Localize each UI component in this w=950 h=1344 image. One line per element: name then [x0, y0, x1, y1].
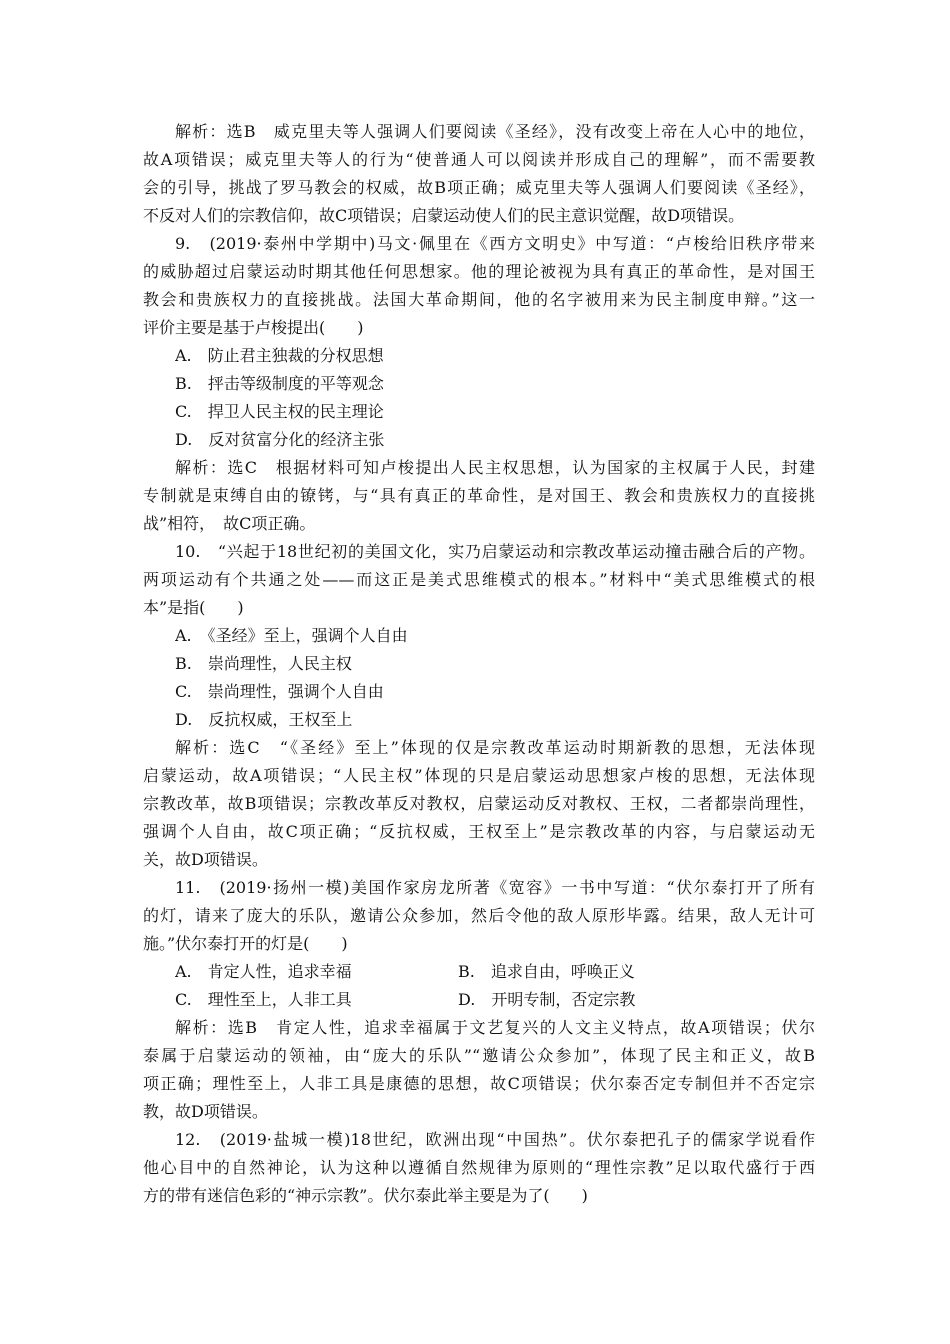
question-10-option-b: B. 崇尚理性，人民主权 — [175, 654, 352, 673]
analysis-8-line-4: 不反对人们的宗教信仰，故C项错误；启蒙运动使人们的民主意识觉醒，故D项错误。 — [143, 206, 745, 225]
analysis-10-line-2: 启蒙运动，故A项错误；“人民主权”体现的只是启蒙运动思想家卢梭的思想，无法体现 — [143, 766, 815, 785]
analysis-10-line-4: 强调个人自由，故C项正确；“反抗权威，王权至上”是宗教改革的内容，与启蒙运动无 — [143, 822, 815, 841]
question-11-option-b: B. 追求自由，呼唤正义 — [458, 962, 635, 981]
question-11-option-c: C. 理性至上，人非工具 — [175, 990, 352, 1009]
question-12-line-1: 12. (2019·盐城一模)18世纪，欧洲出现“中国热”。伏尔泰把孔子的儒家学说看作 — [175, 1130, 815, 1149]
analysis-11-line-1: 解析：选B 肯定人性，追求幸福属于文艺复兴的人文主义特点，故A项错误；伏尔 — [175, 1018, 815, 1037]
question-9-option-c: C. 捍卫人民主权的民主理论 — [175, 402, 384, 421]
analysis-9-line-3: 战”相符， 故C项正确。 — [143, 514, 316, 533]
question-11-line-2: 的灯，请来了庞大的乐队，邀请公众参加，然后令他的敌人原形毕露。结果，敌人无计可 — [143, 906, 815, 925]
analysis-10-line-5: 关，故D项错误。 — [143, 850, 268, 869]
analysis-8-line-2: 故A项错误；威克里夫等人的行为“使普通人可以阅读并形成自己的理解”，而不需要教 — [143, 150, 815, 169]
question-10-option-a: A. 《圣经》至上，强调个人自由 — [175, 626, 408, 645]
question-9-line-1: 9. (2019·泰州中学期中)马文·佩里在《西方文明史》中写道：“卢梭给旧秩序带来 — [175, 234, 815, 253]
question-11-option-a: A. 肯定人性，追求幸福 — [175, 962, 352, 981]
question-9-line-2: 的威胁超过启蒙运动时期其他任何思想家。他的理论被视为具有真正的革命性，是对国王 — [143, 262, 815, 281]
question-9-option-d: D. 反对贫富分化的经济主张 — [175, 430, 385, 449]
question-9-line-4: 评价主要是基于卢梭提出( ) — [143, 318, 364, 337]
question-12-line-2: 他心目中的自然神论，认为这种以遵循自然规律为原则的“理性宗教”足以取代盛行于西 — [143, 1158, 815, 1177]
question-11-line-1: 11. (2019·扬州一模)美国作家房龙所著《宽容》一书中写道：“伏尔泰打开了所有 — [175, 878, 815, 897]
question-10-option-d: D. 反抗权威，王权至上 — [175, 710, 353, 729]
analysis-9-line-1: 解析：选C 根据材料可知卢梭提出人民主权思想，认为国家的主权属于人民，封建 — [175, 458, 815, 477]
analysis-11-line-3: 项正确；理性至上，人非工具是康德的思想，故C项错误；伏尔泰否定专制但并不否定宗 — [143, 1074, 815, 1093]
question-9-option-a: A. 防止君主独裁的分权思想 — [175, 346, 384, 365]
analysis-11-line-2: 泰属于启蒙运动的领袖，由“庞大的乐队”“邀请公众参加”，体现了民主和正义，故B — [143, 1046, 815, 1065]
analysis-10-line-1: 解析：选C “《圣经》至上”体现的仅是宗教改革运动时期新教的思想，无法体现 — [175, 738, 815, 757]
question-10-line-1: 10. “兴起于18世纪初的美国文化，实乃启蒙运动和宗教改革运动撞击融合后的产物。 — [175, 542, 815, 561]
question-10-option-c: C. 崇尚理性，强调个人自由 — [175, 682, 384, 701]
question-12-line-3: 方的带有迷信色彩的“神示宗教”。伏尔泰此举主要是为了( ) — [143, 1186, 588, 1205]
analysis-9-line-2: 专制就是束缚自由的镣铐，与“具有真正的革命性，是对国王、教会和贵族权力的直接挑 — [143, 486, 815, 505]
question-9-line-3: 教会和贵族权力的直接挑战。法国大革命期间，他的名字被用来为民主制度申辩。”这一 — [143, 290, 815, 309]
analysis-11-line-4: 教，故D项错误。 — [143, 1102, 268, 1121]
question-10-line-3: 本”是指( ) — [143, 598, 244, 617]
question-11-option-d: D. 开明专制，否定宗教 — [458, 990, 636, 1009]
analysis-10-line-3: 宗教改革，故B项错误；宗教改革反对教权，启蒙运动反对教权、王权，二者都崇尚理性， — [143, 794, 815, 813]
question-10-line-2: 两项运动有个共通之处——而这正是美式思维模式的根本。”材料中“美式思维模式的根 — [143, 570, 815, 589]
question-11-line-3: 施。”伏尔泰打开的灯是( ) — [143, 934, 348, 953]
analysis-8-line-3: 会的引导，挑战了罗马教会的权威，故B项正确；威克里夫等人强调人们要阅读《圣经》， — [143, 178, 815, 197]
analysis-8-line-1: 解析：选B 威克里夫等人强调人们要阅读《圣经》，没有改变上帝在人心中的地位， — [175, 122, 815, 141]
question-9-option-b: B. 抨击等级制度的平等观念 — [175, 374, 384, 393]
